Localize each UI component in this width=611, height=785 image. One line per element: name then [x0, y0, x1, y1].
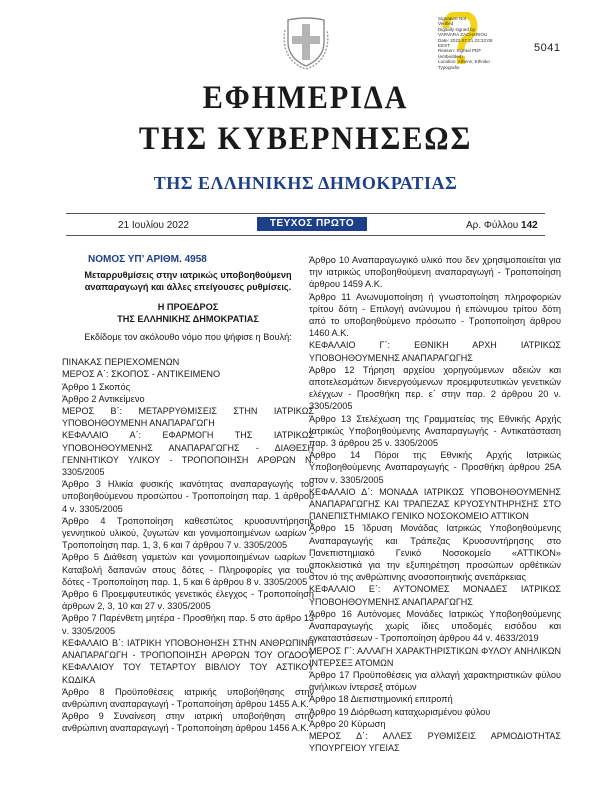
toc-item: ΚΕΦΑΛΑΙΟ Ε΄: ΑΥΤΟΝΟΜΕΣ ΜΟΝΑΔΕΣ ΙΑΤΡΙΚΩΣ ΥΠΟΒΟΗΘΟΥΜΕΝΗΣ ΑΝΑΠΑΡΑΓΩΓΗΣ — [309, 584, 561, 607]
issue-number: 5041 — [534, 42, 561, 54]
gazette-title-line2: ΤΗΣ ΚΥΒΕΡΝΗΣΕΩΣ — [138, 121, 473, 157]
enactment-line: Εκδίδομε τον ακόλουθο νόμο που ψήφισε η Βουλή: — [84, 332, 292, 343]
toc-item: Άρθρο 15 Ίδρυση Μονάδας Ιατρικώς Υποβοηθούμενης Αναπαραγωγής και Τράπεζας Κρυοσυντήρησης στο Πανεπιστημιακό Γενικό Νοσοκομείο «ΑΤΤΙΚΟΝ» αποκλειστικά για την εξυπηρέτηση προσώπων ορθέτικών στον ιό της ανθρώπινης ανοσοποιητικής ανεπάρκειας — [309, 523, 561, 583]
sig-line: (embedded) — [438, 53, 463, 59]
gazette-title-line1: ΕΦΗΜΕΡΙΔΑ — [202, 80, 409, 116]
sig-line: VARVARA ZACHARIOU — [438, 32, 488, 38]
toc-item: ΜΕΡΟΣ Α΄: ΣΚΟΠΟΣ - ΑΝΤΙΚΕΙΜΕΝΟ — [62, 369, 221, 380]
header-divider-bottom — [66, 235, 545, 236]
left-column — [62, 254, 314, 735]
law-title: ΝΟΜΟΣ ΥΠ’ ΑΡΙΘΜ. 4958 — [88, 254, 207, 265]
toc-item: Άρθρο 18 Διεπιστημονική επιτροπή — [309, 694, 453, 705]
toc-item: Άρθρο 20 Κύρωση — [309, 718, 386, 729]
toc-item: ΚΕΦΑΛΑΙΟ Α΄: ΕΦΑΡΜΟΓΗ ΤΗΣ ΙΑΤΡΙΚΩΣ ΥΠΟΒΟΗΘΟΥΜΕΝΗΣ ΑΝΑΠΑΡΑΓΩΓΗΣ - ΔΙΑΘΕΣΗ ΓΕΝΝΗΤΙΚΟΥ ΥΛΙΚΟΥ - ΤΡΟΠΟΠΟΙΗΣΗ ΑΡΘΡΩΝ Ν. 3305/2005 — [62, 430, 314, 478]
digital-signature-block — [438, 16, 510, 70]
toc-item: Άρθρο 5 Διάθεση γαμετών και γονιμοποιημένων ωαρίων - Καταβολή δαπανών στους δότες - Πληροφορίες για τους δότες - Τροποποίηση παρ. 1, 5 και 6 άρθρου 8 ν. 3305/2005 — [62, 552, 314, 587]
toc-item: ΚΕΦΑΛΑΙΟ Δ΄: ΜΟΝΑΔΑ ΙΑΤΡΙΚΩΣ ΥΠΟΒΟΗΘΟΥΜΕΝΗΣ ΑΝΑΠΑΡΑΓΩΓΗΣ ΚΑΙ ΤΡΑΠΕΖΑΣ ΚΡΥΟΣΥΝΤΗΡΗΣΗΣ ΣΤΟ ΠΑΝΕΠΙΣΤΗΜΙΑΚΟ ΓΕΝΙΚΟ ΝΟΣΟΚΟΜΕΙΟ ΑΤΤΙΚΟΝ — [309, 486, 561, 522]
sig-line: Reason: Signed PDF — [438, 48, 482, 54]
law-description: Μεταρρυθμίσεις στην ιατρικώς υποβοηθούμενη αναπαραγωγή και άλλες επείγουσες ρυθμίσεις. — [84, 270, 292, 293]
toc-item: Άρθρο 6 Προεμφυτευτικός γενετικός έλεγχος - Τροποποίηση άρθρων 2, 3, 10 και 27 ν. 3305/2005 — [62, 589, 314, 612]
toc-item: ΜΕΡΟΣ Β΄: ΜΕΤΑΡΡΥΘΜΙΣΕΙΣ ΣΤΗΝ ΙΑΤΡΙΚΩΣ ΥΠΟΒΟΗΘΟΥΜΕΝΗ ΑΝΑΠΑΡΑΓΩΓΗ — [62, 406, 314, 429]
signature-lines — [438, 16, 510, 70]
toc-item: Άρθρο 9 Συναίνεση στην ιατρική υποβοήθηση στην ανθρώπινη αναπαραγωγή - Τροποποίηση άρθρου 1456 Α.Κ. — [62, 711, 314, 734]
toc-item: Άρθρο 2 Αντικείμενο — [62, 393, 145, 404]
toc-item: ΜΕΡΟΣ Γ΄: ΑΛΛΑΓΗ ΧΑΡΑΚΤΗΡΙΣΤΙΚΩΝ ΦΥΛΟΥ ΑΝΗΛΙΚΩΝ ΙΝΤΕΡΣΕΞ ΑΤΟΜΩΝ — [309, 645, 561, 668]
sig-line: Digitally signed by — [438, 26, 476, 32]
issue-date: 21 Ιουλίου 2022 — [118, 220, 189, 231]
toc-item: Άρθρο 10 Αναπαραγωγικό υλικό που δεν χρησιμοποιείται για την ιατρικώς υποβοηθούμενη αναπαραγωγή - Τροποποίηση άρθρου 1459 Α.Κ. — [309, 255, 561, 290]
toc-item: Άρθρο 19 Διόρθωση καταχωρισμένου φύλου — [309, 706, 491, 717]
toc-item: Άρθρο 8 Προϋποθέσεις ιατρικής υποβοήθησης στην ανθρώπινη αναπαραγωγή - Τροποποίηση άρθρου 1455 Α.Κ. — [62, 686, 314, 709]
right-column — [309, 254, 561, 754]
toc-item: Άρθρο 13 Στελέχωση της Γραμματείας της Εθνικής Αρχής Ιατρικώς Υποβοηθούμενης Αναπαραγωγής - Αντικατάσταση παρ. 3 άρθρου 25 ν. 3305/2005 — [309, 413, 561, 449]
sig-line: Signature Not — [438, 16, 467, 21]
toc-item: Άρθρο 7 Παρένθετη μητέρα - Προσθήκη παρ. 5 στο άρθρο 13 ν. 3305/2005 — [62, 613, 314, 636]
toc-item: Άρθρο 1 Σκοπός — [62, 381, 131, 392]
sig-line: Typografio — [438, 64, 460, 70]
toc-item: ΚΕΦΑΛΑΙΟ Γ΄: ΕΘΝΙΚΗ ΑΡΧΗ ΙΑΤΡΙΚΩΣ ΥΠΟΒΟΗΘΟΥΜΕΝΗΣ ΑΝΑΠΑΡΑΓΩΓΗΣ — [309, 340, 561, 363]
toc-item: ΚΕΦΑΛΑΙΟ Β΄: ΙΑΤΡΙΚΗ ΥΠΟΒΟΗΘΗΣΗ ΣΤΗΝ ΑΝΘΡΩΠΙΝΗ ΑΝΑΠΑΡΑΓΩΓΗ - ΤΡΟΠΟΠΟΙΗΣΗ ΑΡΘΡΩΝ ΤΟΥ ΟΓΔΟΟΥ ΚΕΦΑΛΑΙΟΥ ΤΟΥ ΤΕΤΑΡΤΟΥ ΒΙΒΛΙΟΥ ΤΟΥ ΑΣΤΙΚΟΥ ΚΩΔΙΚΑ — [62, 637, 314, 685]
sheet-value: 142 — [521, 220, 538, 231]
sheet-label: Αρ. Φύλλου — [466, 220, 519, 231]
toc-item: Άρθρο 4 Τροποποίηση καθεστώτος κρυοσυντήρησης γεννητικού υλικού, ζυγωτών και γονιμοποιημένων ωαρίων - Τροποποίηση παρ. 1, 3, 6 και 7 άρθρου 7 ν. 3305/2005 — [62, 515, 314, 551]
president-heading: ΤΗΣ ΕΛΛΗΝΙΚΗΣ ΔΗΜΟΚΡΑΤΙΑΣ — [117, 313, 259, 324]
toc-item: Άρθρο 12 Τήρηση αρχείου χορηγούμενων αδειών και αποτελεσμάτων διενεργούμενων προεμφυτευτικών γενετικών ελέγχων - Προσθήκη περ. ε΄ στην παρ. 2 άρθρου 20 ν. 3305/2005 — [309, 364, 561, 412]
toc-item: Άρθρο 17 Προϋποθέσεις για αλλαγή χαρακτηριστικών φύλου ανήλικων ίντερσεξ ατόμων — [309, 669, 561, 693]
president-heading: Η ΠΡΟΕΔΡΟΣ — [157, 301, 219, 312]
sig-line: EEST — [438, 43, 450, 49]
series-badge: ΤΕΥΧΟΣ ΠΡΩΤΟ — [257, 217, 367, 231]
sig-line: Verified — [438, 21, 454, 27]
greek-emblem-icon — [282, 12, 330, 70]
toc-item: Άρθρο 11 Ανωνυμοποίηση ή γνωστοποίηση πληροφοριών τρίτου δότη - Επιλογή ανώνυμου ή επώνυμου τρίτου δότη από το υποβοηθούμενο πρόσωπο - Τροποποίηση άρθρου 1460 Α.Κ. — [309, 291, 561, 339]
sig-line: Date: 2022.07.21 22:32:08 — [438, 37, 493, 43]
toc-item: Άρθρο 3 Ηλικία φυσικής ικανότητας αναπαραγωγής του υποβοηθούμενου προσώπου - Τροποποίηση παρ. 1 άρθρου 4 ν. 3305/2005 — [62, 479, 314, 514]
header-divider-top — [66, 213, 545, 214]
toc-heading: ΠΙΝΑΚΑΣ ΠΕΡΙΕΧΟΜΕΝΩΝ — [62, 357, 180, 368]
toc-item: ΜΕΡΟΣ Δ΄: ΑΛΛΕΣ ΡΥΘΜΙΣΕΙΣ ΑΡΜΟΔΙΟΤΗΤΑΣ ΥΠΟΥΡΓΕΙΟΥ ΥΓΕΙΑΣ — [309, 730, 561, 754]
toc-item: Άρθρο 14 Πόροι της Εθνικής Αρχής Ιατρικώς Υποβοηθούμενης Αναπαραγωγής - Προσθήκη άρθρου 25Α στον ν. 3305/2005 — [309, 450, 561, 485]
gazette-subtitle: ΤΗΣ ΕΛΛΗΝΙΚΗΣ ΔΗΜΟΚΡΑΤΙΑΣ — [153, 173, 458, 193]
sig-line: Location: Athens, Ethniko — [438, 59, 490, 65]
sheet-number — [466, 220, 538, 231]
toc-item: Άρθρο 16 Αυτόνομες Μονάδες Ιατρικώς Υποβοηθούμενης Αναπαραγωγής χωρίς ίδιες υποδομές εισόδου και εγκαταστάσεων - Τροποποίηση άρθρου 44 ν. 4633/2019 — [309, 608, 561, 644]
